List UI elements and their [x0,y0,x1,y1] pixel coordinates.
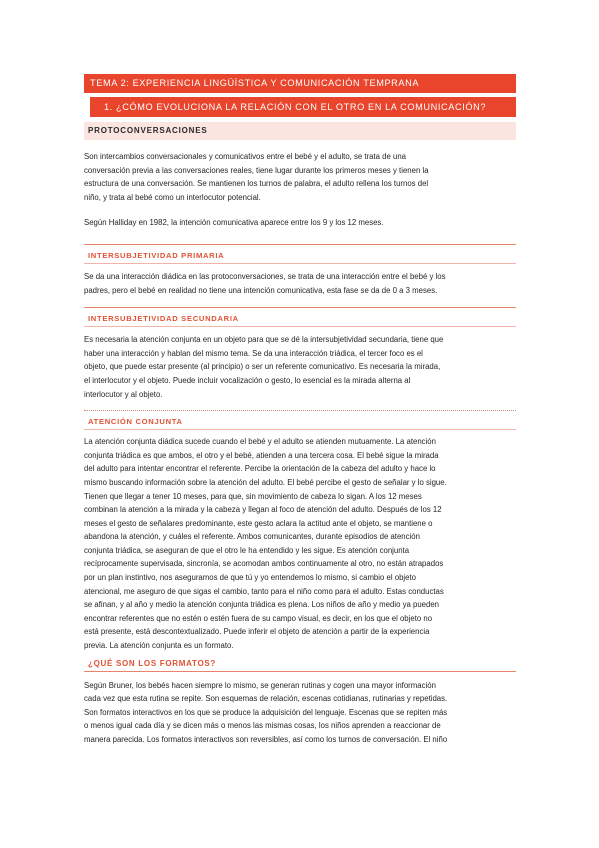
heading-underline [84,326,516,327]
text-line: o menos igual cada día y se dicen más o menos las mismas cosas, los niños aprenden a reaccionar de [84,721,441,731]
text-line: conversación previa a las conversaciones reales, tiene lugar durante los primeros meses y tienen la [84,165,429,175]
section-divider [84,307,516,308]
text-line: del adulto para intentar encontrar el referente. Percibe la orientación de la cabeza del adulto y hace lo [84,464,436,474]
text-line: Según Bruner, los bebés hacen siempre lo mismo, se generan rutinas y cogen una mayor información [84,680,436,690]
text-line: el interlocutor y el objeto. Puede incluir vocalización o gesto, lo esencial es la mirada alterna al [84,375,411,385]
text-line: encontrar referentes que no estén o estén fuera de su campo visual, es decir, en los que el objeto no [84,613,433,623]
text-line: recíprocamente supervisada, sincronía, se acomodan ambos continuamente al otro, no están atrapados [84,559,444,569]
paragraph-halliday: Según Halliday en 1982, la intención comunicativa aparece entre los 9 y los 12 meses. [84,218,384,228]
text-line: objeto, que puede estar presente (al principio) o ser un referente comunicativo. Es necesaria la mirada, [84,362,441,372]
text-line: se afinan, y al año y medio la atención conjunta triádica es plena. Los niños de año y medio ya pueden [84,600,439,610]
heading-primaria: INTERSUBJETIVIDAD PRIMARIA [88,250,225,260]
text-line: Tienen que llegar a tener 10 meses, para que, sin movimiento de cabeza lo sigan. A los 12 meses [84,491,422,501]
text-line: mismo buscando información sobre la atención del adulto. El bebé percibe el gesto de señalar y lo sigue. [84,477,447,487]
paragraph-atencion-conjunta [84,435,516,653]
paragraph-formatos [84,679,516,747]
heading-underline [84,671,516,672]
text-line: estructura de una conversación. Se mantienen los turnos de palabra, el adulto rellena los turnos del [84,179,429,189]
text-line: atencional, me aseguro de que sigas el cambio, tanto para el niño como para el adulto. Estas conductas [84,586,444,596]
text-line: padres, pero el bebé en realidad no tiene una intención comunicativa, esta fase se da de 0 a 3 meses. [84,285,438,295]
text-line: abandona la atención, y cuáles el referente. Ambos comunicantes, durante episodios de atención [84,532,420,542]
text-line: haber una interacción y hablan del mismo tema. Se da una interacción triádica, el tercer foco es el [84,348,423,358]
topic-title: TEMA 2: EXPERIENCIA LINGÜÍSTICA Y COMUNICACIÓN TEMPRANA [84,74,516,93]
document-page [84,74,516,747]
text-line: Son intercambios conversacionales y comunicativos entre el bebé y el adulto, se trata de una [84,152,407,161]
text-line: Es necesaria la atención conjunta en un objeto para que se dé la intersubjetividad secundaria, tiene que [84,335,444,345]
text-line: niño, y trata al bebé como un interlocutor potencial. [84,192,261,202]
section-divider [84,244,516,245]
text-line: meses el gesto de señalares predominante, este gesto aclara la actitud ante el objeto, se mantiene o [84,518,433,528]
paragraph-secundaria [84,333,516,401]
section-divider [84,410,516,411]
text-line: conjunta triádica es que ambos, el otro y el bebé, atienden a una tercera cosa. El bebé sigue la mirada [84,450,439,460]
text-line: manera parecida. Los formatos interactivos son reversibles, así como los turnos de conversación. El niño [84,735,448,744]
section-title: 1. ¿CÓMO EVOLUCIONA LA RELACIÓN CON EL OTRO EN LA COMUNICACIÓN? [90,97,516,117]
heading-atencion-conjunta: ATENCIÓN CONJUNTA [88,417,183,427]
text-line: está presente, está descontextualizado. Puede inferir el objeto de atención a partir de la experiencia [84,627,430,637]
heading-secundaria: INTERSUBJETIVIDAD SECUNDARIA [88,314,239,324]
text-line: cada vez que esta rutina se repite. Son esquemas de relación, escenas cotidianas, rutinarias y repetidas. [84,694,448,704]
heading-protoconversaciones: PROTOCONVERSACIONES [84,122,516,140]
text-line: combinan la atención a la mirada y la cabeza y llegan al foco de atención del adulto. Después de los 12 [84,505,442,515]
text-line: conjunta triádica, se aseguran de que el otro le ha entendido y les sigue. Es atención conjunta [84,545,410,555]
text-line: La atención conjunta diádica sucede cuando el bebé y el adulto se atienden mutuamente. La atención [84,437,436,447]
text-line: por un plan instintivo, nos aseguramos de que tú y yo entendemos lo mismo, si cambio el objeto [84,573,416,583]
text-line: previa. La atención conjunta es un formato. [84,641,234,651]
paragraph-primaria [84,270,516,297]
text-line: interlocutor y al objeto. [84,389,163,399]
heading-formatos: ¿QUÉ SON LOS FORMATOS? [88,658,216,668]
text-line: Son formatos interactivos en los que se produce la adquisición del lenguaje. Escenas que se repiten más [84,707,448,717]
heading-underline [84,429,516,430]
paragraph-protoconversaciones [84,150,516,204]
heading-underline [84,263,516,264]
text-line: Se da una interacción diádica en las protoconversaciones, se trata de una interacción entre el bebé y los [84,271,446,281]
